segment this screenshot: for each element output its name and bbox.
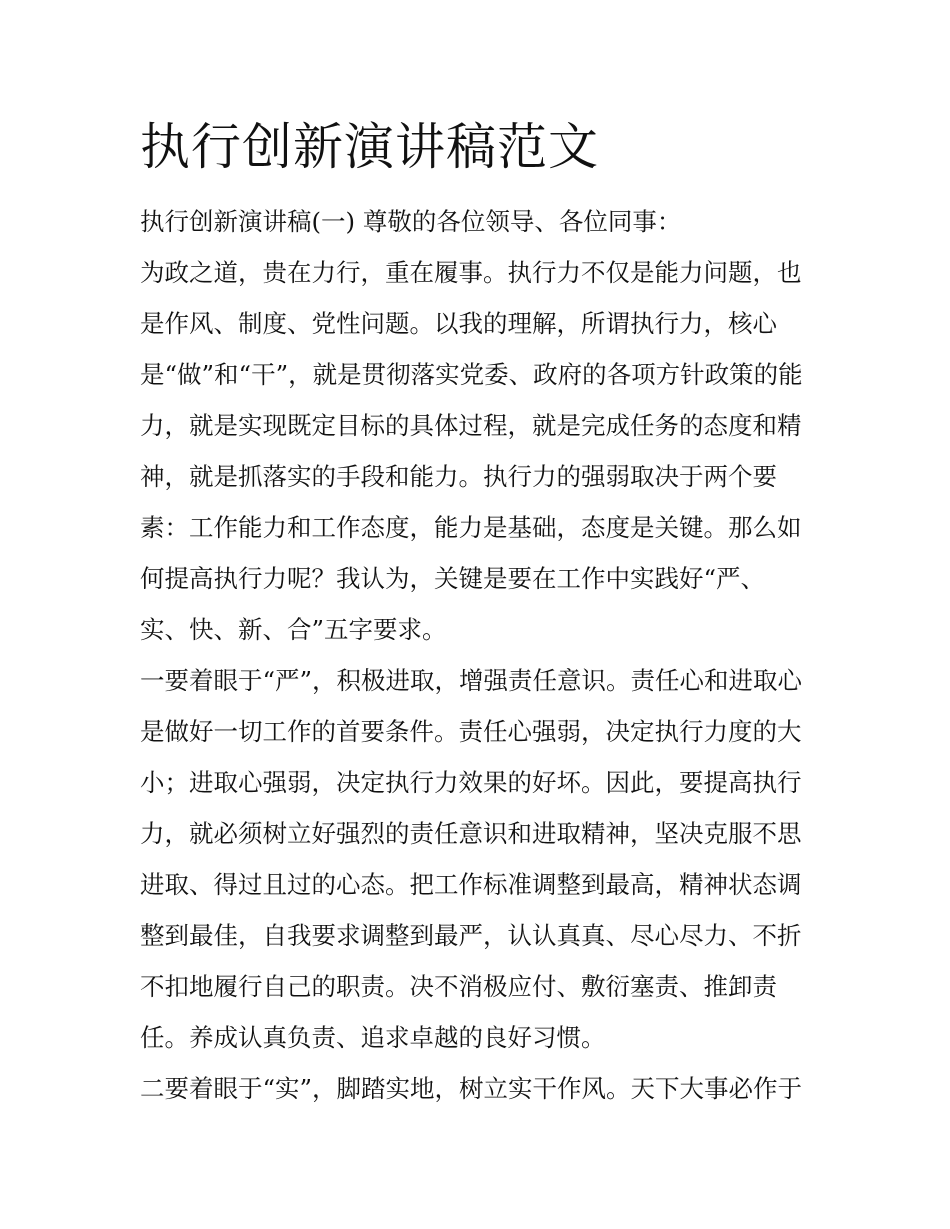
text-line-15: 整到最佳，自我要求调整到最严，认认真真、尽心尽力、不折: [140, 921, 802, 950]
text-line-1: 执行创新演讲稿(一) 尊敬的各位领导、各位同事：: [140, 207, 682, 236]
text-line-4: 是“做”和“干”，就是贯彻落实党委、政府的各项方针政策的能: [140, 360, 803, 389]
text-line-13: 力，就必须树立好强烈的责任意识和进取精神，坚决克服不思: [140, 819, 802, 848]
text-line-8: 何提高执行力呢？我认为，关键是要在工作中实践好“严、: [140, 564, 766, 593]
text-line-11: 是做好一切工作的首要条件。责任心强弱，决定执行力度的大: [140, 717, 802, 746]
text-line-9: 实、快、新、合”五字要求。: [140, 615, 447, 644]
text-line-10: 一要着眼于“严”，积极进取，增强责任意识。责任心和进取心: [140, 666, 803, 695]
text-line-18: 二要着眼于“实”，脚踏实地，树立实干作风。天下大事必作于: [140, 1074, 803, 1103]
text-line-14: 进取、得过且过的心态。把工作标准调整到最高，精神状态调: [140, 870, 802, 899]
document-title: 执行创新演讲稿范文: [140, 118, 599, 176]
text-line-16: 不扣地履行自己的职责。决不消极应付、敷衍塞责、推卸责: [140, 972, 777, 1001]
text-line-12: 小；进取心强弱，决定执行力效果的好坏。因此，要提高执行: [140, 768, 802, 797]
text-line-5: 力，就是实现既定目标的具体过程，就是完成任务的态度和精: [140, 411, 802, 440]
text-line-6: 神，就是抓落实的手段和能力。执行力的强弱取决于两个要: [140, 462, 777, 491]
text-line-2: 为政之道，贵在力行，重在履事。执行力不仅是能力问题，也: [140, 258, 802, 287]
text-line-17: 任。养成认真负责、追求卓越的良好习惯。: [140, 1023, 606, 1052]
text-line-7: 素：工作能力和工作态度，能力是基础，态度是关键。那么如: [140, 513, 802, 542]
text-line-3: 是作风、制度、党性问题。以我的理解，所谓执行力，核心: [140, 309, 777, 338]
